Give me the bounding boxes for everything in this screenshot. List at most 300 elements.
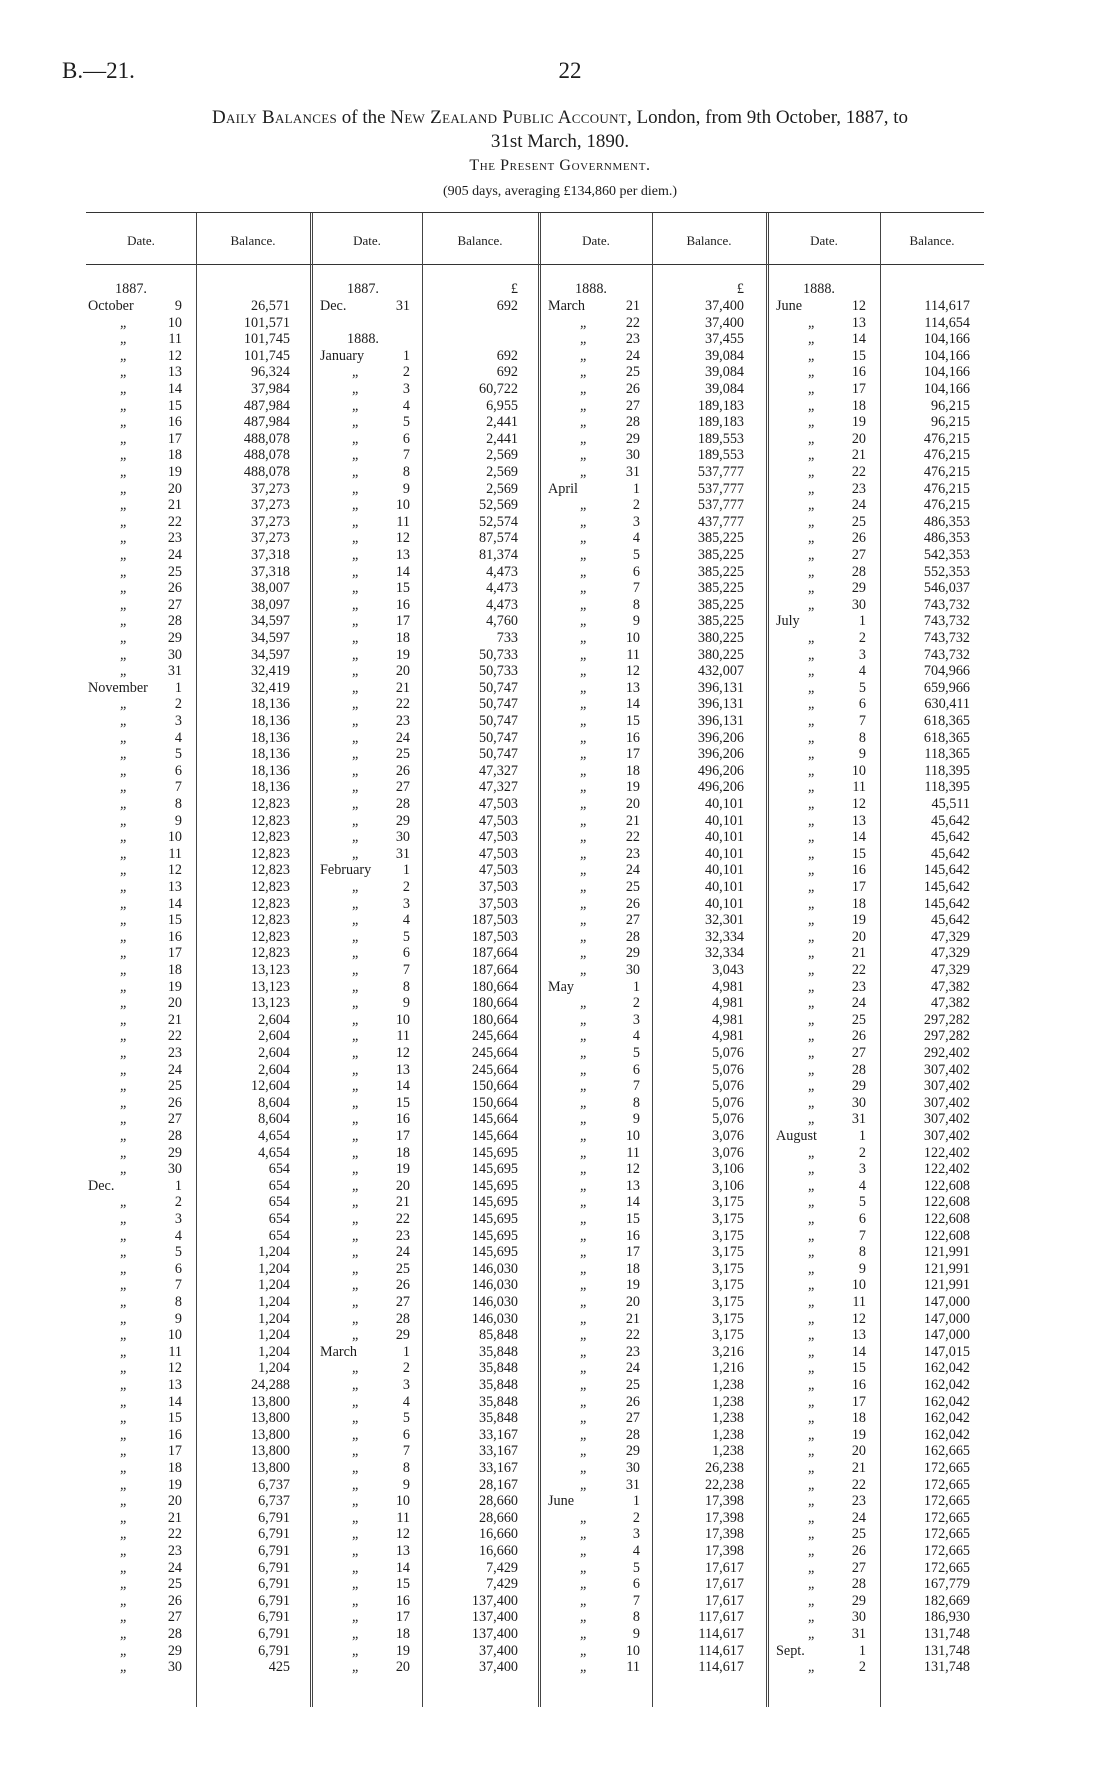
date-month: „ [808, 1161, 815, 1178]
date-day: 5 [402, 928, 410, 945]
date-day: 11 [626, 1144, 640, 1161]
date-day: 18 [167, 962, 182, 978]
date-month: „ [120, 779, 127, 796]
date-day: 10 [625, 1642, 640, 1659]
balance-value: 704,966 [923, 663, 970, 680]
balance-value: 5,076 [712, 1094, 744, 1111]
date-month: „ [808, 845, 815, 862]
date-day: 20 [851, 430, 866, 447]
date-day: 25 [395, 1260, 410, 1277]
date-month: „ [120, 1576, 127, 1593]
balance-value: 654 [268, 1227, 290, 1244]
date-month: „ [352, 1410, 359, 1427]
date-day: 12 [167, 347, 182, 364]
date-day: 15 [851, 845, 866, 862]
date-day: 25 [167, 1576, 182, 1593]
date-day: 23 [851, 978, 866, 995]
balance-value: 39,084 [704, 347, 744, 364]
date-day: 13 [167, 879, 182, 895]
date-day: 18 [625, 762, 640, 779]
date-day: 24 [395, 1244, 410, 1261]
date-month: „ [808, 1659, 815, 1676]
balance-value: 12,823 [250, 912, 290, 929]
date-day: 6 [632, 1576, 640, 1593]
date-day: 19 [851, 1426, 866, 1443]
date-day: 26 [395, 762, 410, 779]
date-day: 9 [174, 1310, 182, 1327]
date-month: „ [352, 762, 359, 779]
date-day: 10 [395, 497, 410, 514]
balance-value: 13,800 [250, 1426, 290, 1443]
date-day: 4 [632, 530, 640, 547]
date-month: „ [120, 314, 127, 331]
date-day: 24 [625, 862, 640, 879]
date-day: 18 [395, 1626, 410, 1642]
date-month: „ [120, 1626, 127, 1642]
balance-value: 167,779 [923, 1576, 970, 1593]
date-day: 18 [395, 1144, 410, 1161]
date-day: 9 [632, 1111, 640, 1128]
date-month: „ [808, 1194, 815, 1211]
date-month: „ [120, 1078, 127, 1095]
balance-value: 180,664 [471, 995, 518, 1012]
date-month: „ [808, 1343, 815, 1360]
date-month: „ [808, 995, 815, 1012]
date-month: „ [580, 1576, 587, 1593]
date-month: „ [120, 796, 127, 812]
date-month: „ [808, 696, 815, 713]
date-month: „ [808, 1393, 815, 1410]
balance-value: 37,984 [250, 381, 290, 397]
summary-note: (905 days, averaging £134,860 per diem.) [442, 184, 678, 199]
date-month: „ [352, 1128, 359, 1144]
date-month: February [320, 862, 372, 879]
date-month: „ [808, 978, 815, 995]
balance-value: 17,617 [704, 1576, 744, 1593]
date-day: 20 [395, 1659, 410, 1676]
balance-value: 1,216 [712, 1360, 744, 1377]
date-day: 15 [851, 1360, 866, 1377]
balance-value: 3,106 [712, 1161, 744, 1178]
date-month: „ [580, 613, 587, 630]
date-day: 15 [395, 1576, 410, 1593]
date-month: „ [352, 530, 359, 547]
date-month: „ [808, 1310, 815, 1327]
balance-value: 1,204 [258, 1244, 290, 1261]
date-day: 28 [851, 563, 866, 580]
date-month: „ [808, 746, 815, 763]
balance-value: 162,042 [923, 1360, 970, 1377]
date-day: 15 [395, 580, 410, 597]
date-month: „ [808, 679, 815, 696]
balance-value: 145,695 [471, 1177, 518, 1194]
balance-value: 101,745 [243, 347, 290, 364]
balance-value: 32,419 [250, 679, 290, 696]
date-month: „ [120, 995, 127, 1012]
date-day: 26 [851, 1543, 866, 1559]
balance-value: 12,823 [250, 845, 290, 862]
balance-value: 162,042 [923, 1426, 970, 1443]
date-day: 30 [625, 1460, 640, 1476]
balance-value: 432,007 [697, 663, 744, 680]
balance-value: 5,076 [712, 1045, 744, 1061]
date-month: „ [352, 1576, 359, 1593]
date-day: 5 [632, 1559, 640, 1576]
date-day: 14 [851, 1343, 866, 1360]
balance-value: 2,441 [486, 414, 518, 431]
date-month: „ [352, 563, 359, 580]
date-day: 24 [625, 347, 640, 364]
balance-value: 189,553 [697, 447, 744, 464]
date-day: 5 [174, 746, 182, 763]
year-label: 1888. [575, 281, 607, 298]
date-day: 2 [632, 497, 640, 514]
date-month: „ [352, 663, 359, 680]
date-day: 26 [625, 895, 640, 912]
date-day: 17 [851, 381, 866, 397]
balance-value: 4,654 [258, 1128, 290, 1144]
date-month: „ [352, 1094, 359, 1111]
date-month: „ [120, 447, 127, 464]
balance-value: 37,318 [250, 547, 290, 563]
date-day: 9 [174, 298, 182, 314]
date-day: 23 [625, 845, 640, 862]
date-day: 30 [167, 1161, 182, 1178]
date-day: 3 [632, 513, 640, 530]
date-day: 28 [167, 613, 182, 630]
date-month: „ [808, 1211, 815, 1227]
date-day: 10 [625, 630, 640, 646]
date-month: „ [808, 563, 815, 580]
date-month: „ [808, 912, 815, 929]
date-day: 12 [395, 530, 410, 547]
balance-value: 385,225 [697, 563, 744, 580]
balance-value: 4,473 [486, 580, 518, 597]
date-day: 18 [167, 447, 182, 464]
balance-value: 17,398 [704, 1543, 744, 1559]
balance-value: 692 [496, 298, 518, 314]
date-day: 31 [851, 1111, 866, 1128]
date-month: „ [580, 1094, 587, 1111]
date-day: 26 [395, 1277, 410, 1294]
balance-value: 245,664 [471, 1028, 518, 1045]
date-day: 21 [851, 945, 866, 962]
date-month: April [548, 480, 578, 497]
date-day: 15 [625, 1211, 640, 1227]
date-month: „ [580, 1410, 587, 1427]
date-month: „ [808, 1327, 815, 1344]
currency-symbol: £ [736, 281, 744, 298]
date-day: 21 [395, 1194, 410, 1211]
date-day: 4 [858, 663, 866, 680]
date-month: „ [808, 1294, 815, 1310]
date-day: 16 [395, 596, 410, 613]
balance-value: 114,617 [924, 298, 970, 314]
balance-value: 18,136 [250, 696, 290, 713]
date-day: 27 [851, 547, 866, 563]
balance-value: 52,574 [478, 513, 518, 530]
date-day: 21 [625, 298, 640, 314]
date-day: 9 [402, 1476, 410, 1493]
balance-value: 180,664 [471, 1011, 518, 1028]
date-day: 16 [395, 1111, 410, 1128]
date-day: 17 [851, 879, 866, 895]
balance-value: 32,334 [704, 945, 744, 962]
date-day: 3 [174, 1211, 182, 1227]
date-day: 4 [174, 1227, 182, 1244]
balance-value: 18,136 [250, 713, 290, 729]
date-day: 27 [167, 1111, 182, 1128]
balance-value: 692 [496, 347, 518, 364]
date-month: „ [580, 563, 587, 580]
date-month: „ [580, 580, 587, 597]
balance-value: 145,695 [471, 1211, 518, 1227]
balance-value: 659,966 [923, 679, 970, 696]
date-month: „ [580, 762, 587, 779]
date-month: „ [120, 513, 127, 530]
date-month: „ [580, 1476, 587, 1493]
date-month: „ [808, 1078, 815, 1095]
balance-value: 45,642 [930, 812, 970, 829]
date-day: 5 [858, 1194, 866, 1211]
date-day: 28 [625, 928, 640, 945]
balance-value: 117,617 [698, 1609, 744, 1626]
balance-value: 172,665 [923, 1493, 970, 1510]
balance-value: 476,215 [923, 464, 970, 480]
balance-value: 692 [496, 364, 518, 381]
date-month: „ [580, 862, 587, 879]
balance-value: 162,042 [923, 1410, 970, 1427]
date-day: 17 [167, 430, 182, 447]
date-month: „ [120, 1194, 127, 1211]
date-month: „ [120, 1294, 127, 1310]
balance-value: 187,664 [471, 945, 518, 962]
date-day: 23 [851, 480, 866, 497]
date-day: 20 [625, 1294, 640, 1310]
date-month: „ [352, 1161, 359, 1178]
date-day: 10 [851, 762, 866, 779]
date-day: 27 [851, 1045, 866, 1061]
date-day: 13 [851, 1327, 866, 1344]
date-day: 2 [402, 1360, 410, 1377]
currency-symbol: £ [510, 281, 518, 298]
date-month: „ [352, 1061, 359, 1078]
date-day: 21 [625, 1310, 640, 1327]
balance-value: 45,642 [930, 912, 970, 929]
date-day: 7 [632, 1078, 640, 1095]
balance-value: 50,747 [478, 679, 518, 696]
balance-value: 4,981 [712, 1011, 744, 1028]
date-month: „ [808, 447, 815, 464]
balance-value: 12,823 [250, 829, 290, 846]
date-day: 3 [402, 895, 410, 912]
balance-value: 145,642 [923, 879, 970, 895]
date-month: „ [352, 1460, 359, 1476]
column-divider [766, 213, 769, 1707]
balance-value: 96,215 [930, 397, 970, 414]
date-month: „ [352, 1078, 359, 1095]
balance-value: 486,353 [923, 513, 970, 530]
date-month: „ [120, 646, 127, 663]
balance-value: 33,167 [478, 1426, 518, 1443]
date-month: „ [352, 895, 359, 912]
date-month: „ [120, 1410, 127, 1427]
date-month: „ [580, 812, 587, 829]
date-month: „ [580, 829, 587, 846]
date-month: „ [352, 1360, 359, 1377]
date-day: 18 [851, 397, 866, 414]
date-day: 10 [167, 314, 182, 331]
date-day: 9 [858, 1260, 866, 1277]
date-month: „ [580, 1626, 587, 1642]
balance-value: 45,511 [931, 796, 970, 812]
date-month: „ [808, 945, 815, 962]
date-month: „ [120, 1028, 127, 1045]
date-day: 30 [625, 447, 640, 464]
date-day: 8 [632, 1609, 640, 1626]
date-month: „ [808, 480, 815, 497]
date-month: „ [580, 912, 587, 929]
date-month: „ [808, 962, 815, 978]
date-day: 17 [851, 1393, 866, 1410]
date-day: 31 [625, 464, 640, 480]
date-day: 18 [851, 1410, 866, 1427]
date-day: 18 [167, 1460, 182, 1476]
column-header-date: Date. [353, 233, 381, 248]
date-day: 17 [395, 1609, 410, 1626]
date-month: „ [580, 331, 587, 348]
date-month: „ [352, 1111, 359, 1128]
date-month: „ [120, 1094, 127, 1111]
date-day: 4 [858, 1177, 866, 1194]
date-day: 25 [167, 1078, 182, 1095]
balance-value: 122,608 [923, 1227, 970, 1244]
balance-value: 35,848 [478, 1410, 518, 1427]
date-month: „ [808, 729, 815, 746]
date-day: 8 [402, 978, 410, 995]
balance-value: 118,365 [924, 746, 970, 763]
balance-value: 96,215 [930, 414, 970, 431]
balance-value: 6,791 [258, 1592, 290, 1609]
date-day: 31 [625, 1476, 640, 1493]
date-month: „ [580, 796, 587, 812]
date-day: 7 [858, 713, 866, 729]
balance-value: 6,791 [258, 1526, 290, 1543]
balance-value: 122,608 [923, 1194, 970, 1211]
date-day: 11 [626, 646, 640, 663]
date-month: „ [120, 530, 127, 547]
date-day: 30 [851, 596, 866, 613]
column-header-balance: Balance. [230, 233, 276, 248]
balance-value: 385,225 [697, 596, 744, 613]
date-day: 26 [167, 1094, 182, 1111]
date-day: 10 [395, 1493, 410, 1510]
column-header-balance: Balance. [686, 233, 732, 248]
balance-value: 18,136 [250, 779, 290, 796]
date-month: „ [352, 796, 359, 812]
balance-value: 12,823 [250, 928, 290, 945]
date-day: 17 [625, 1244, 640, 1261]
balance-value: 3,175 [712, 1294, 744, 1310]
balance-value: 488,078 [243, 430, 290, 447]
date-month: „ [352, 547, 359, 563]
date-day: 25 [625, 879, 640, 895]
balance-value: 147,015 [923, 1343, 970, 1360]
balance-value: 189,183 [697, 397, 744, 414]
balance-value: 6,737 [258, 1493, 290, 1510]
date-day: 6 [174, 1260, 182, 1277]
date-day: 28 [167, 1128, 182, 1144]
date-month: „ [808, 1592, 815, 1609]
date-month: „ [120, 580, 127, 597]
balance-value: 18,136 [250, 729, 290, 746]
date-day: 19 [167, 464, 182, 480]
balance-value: 385,225 [697, 547, 744, 563]
date-month: „ [120, 663, 127, 680]
date-day: 4 [632, 1028, 640, 1045]
date-month: „ [580, 1360, 587, 1377]
date-month: „ [580, 513, 587, 530]
date-day: 2 [858, 1659, 866, 1676]
date-month: „ [580, 1244, 587, 1261]
balance-value: 35,848 [478, 1377, 518, 1393]
date-month: Sept. [776, 1642, 805, 1659]
date-day: 2 [858, 1144, 866, 1161]
balance-value: 6,955 [486, 397, 518, 414]
date-month: „ [352, 1211, 359, 1227]
page-number: 22 [558, 58, 582, 83]
date-day: 11 [852, 1294, 866, 1310]
date-day: 23 [625, 331, 640, 348]
date-month: „ [808, 1460, 815, 1476]
date-month: „ [352, 497, 359, 514]
balance-value: 385,225 [697, 580, 744, 597]
date-month: „ [580, 1028, 587, 1045]
date-month: „ [580, 347, 587, 364]
date-month: „ [352, 1642, 359, 1659]
date-month: „ [120, 1543, 127, 1559]
date-month: „ [580, 746, 587, 763]
date-month: „ [352, 1476, 359, 1493]
date-day: 15 [167, 1410, 182, 1427]
date-month: „ [120, 845, 127, 862]
date-day: 17 [395, 613, 410, 630]
balance-value: 396,131 [697, 679, 744, 696]
date-month: „ [808, 596, 815, 613]
balance-value: 12,823 [250, 945, 290, 962]
date-month: „ [580, 547, 587, 563]
date-month: „ [352, 464, 359, 480]
date-day: 23 [167, 1543, 182, 1559]
date-day: 11 [168, 845, 182, 862]
date-day: 14 [851, 331, 866, 348]
balance-value: 40,101 [704, 862, 744, 879]
date-day: 13 [167, 1377, 182, 1393]
balance-value: 552,353 [923, 563, 970, 580]
date-day: 16 [625, 729, 640, 746]
date-day: 12 [167, 862, 182, 879]
date-month: „ [580, 397, 587, 414]
date-month: „ [352, 845, 359, 862]
date-month: „ [808, 1111, 815, 1128]
balance-value: 38,097 [250, 596, 290, 613]
date-day: 16 [167, 1426, 182, 1443]
date-month: „ [120, 928, 127, 945]
date-day: 23 [625, 1343, 640, 1360]
table-top-rule [86, 212, 984, 213]
balance-value: 3,175 [712, 1277, 744, 1294]
date-month: „ [808, 895, 815, 912]
